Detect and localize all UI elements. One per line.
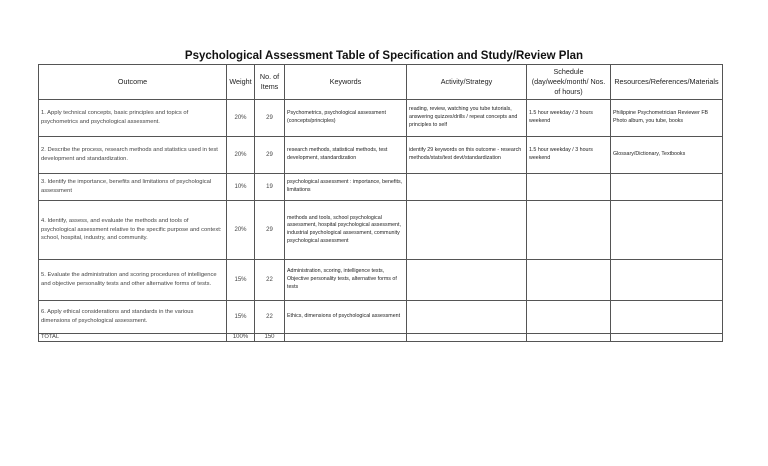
total-activity-cell (407, 334, 527, 342)
total-weight: 100% (227, 334, 255, 342)
activity-cell (407, 201, 527, 260)
table-row (39, 174, 723, 201)
keywords-cell: Psychometrics, psychological assessment (concepts/principles) (285, 100, 407, 137)
schedule-cell: 1.5 hour weekday / 3 hours weekend (527, 100, 611, 137)
keywords-cell: Ethics, dimensions of psychological assessment (285, 301, 407, 334)
header-row (39, 65, 723, 100)
header-items: No. of Items (255, 65, 285, 100)
weight-cell: 20% (227, 137, 255, 174)
resources-cell: Glossary/Dictionary, Textbooks (611, 137, 723, 174)
keywords-cell: research methods, statistical methods, test development, standardization (285, 137, 407, 174)
specification-table (38, 64, 723, 342)
weight-cell: 15% (227, 301, 255, 334)
total-resources-cell (611, 334, 723, 342)
items-cell: 19 (255, 174, 285, 201)
outcome-cell: 4. Identify, assess, and evaluate the methods and tools of psychological assessment relative to the specific purpose and context: school, hospital, industry, and community. (39, 201, 227, 260)
schedule-cell (527, 174, 611, 201)
total-keywords-cell (285, 334, 407, 342)
keywords-cell: psychological assessment : importance, benefits, limitations (285, 174, 407, 201)
weight-cell: 20% (227, 100, 255, 137)
table-row (39, 201, 723, 260)
weight-cell: 20% (227, 201, 255, 260)
items-cell: 29 (255, 100, 285, 137)
keywords-cell: methods and tools, school psychological assessment, hospital psychological assessment, industrial psychological assessment, community psychological assessment (285, 201, 407, 260)
header-resources: Resources/References/Materials (611, 65, 723, 100)
outcome-cell: 6. Apply ethical considerations and standards in the various dimensions of psychological assessment. (39, 301, 227, 334)
resources-cell (611, 301, 723, 334)
outcome-cell: 3. Identify the importance, benefits and limitations of psychological assessment (39, 174, 227, 201)
total-schedule-cell (527, 334, 611, 342)
weight-cell: 15% (227, 260, 255, 301)
table-row (39, 260, 723, 301)
items-cell: 22 (255, 301, 285, 334)
resources-cell (611, 260, 723, 301)
outcome-cell: 2. Describe the process, research methods and statistics used in test development and standardization. (39, 137, 227, 174)
header-outcome: Outcome (39, 65, 227, 100)
total-label: TOTAL (39, 334, 227, 342)
header-schedule: Schedule (day/week/month/ Nos. of hours) (527, 65, 611, 100)
weight-cell: 10% (227, 174, 255, 201)
schedule-cell (527, 301, 611, 334)
outcome-cell: 1. Apply technical concepts, basic principles and topics of psychometrics and psychological assessment. (39, 100, 227, 137)
header-keywords: Keywords (285, 65, 407, 100)
keywords-cell: Administration, scoring, intelligence tests, Objective personality tests, alternative forms of tests (285, 260, 407, 301)
items-cell: 22 (255, 260, 285, 301)
resources-cell (611, 174, 723, 201)
resources-cell: Philippine Psychometrician Reviewer FB Photo album, you tube, books (611, 100, 723, 137)
activity-cell (407, 174, 527, 201)
total-row (39, 334, 723, 342)
table-row (39, 100, 723, 137)
items-cell: 29 (255, 137, 285, 174)
table-row (39, 301, 723, 334)
activity-cell: identify 29 keywords on this outcome - research methods/stats/test devt/standardization (407, 137, 527, 174)
schedule-cell (527, 201, 611, 260)
table-row (39, 137, 723, 174)
header-activity: Activity/Strategy (407, 65, 527, 100)
activity-cell (407, 260, 527, 301)
page-title: Psychological Assessment Table of Specification and Study/Review Plan (184, 50, 584, 62)
items-cell: 29 (255, 201, 285, 260)
schedule-cell (527, 260, 611, 301)
total-items: 150 (255, 334, 285, 342)
activity-cell: reading, review, watching you tube tutorials, answering quizzes/drills / repeat concepts and principles to self (407, 100, 527, 137)
outcome-cell: 5. Evaluate the administration and scoring procedures of intelligence and objective personality tests and other alternative forms of tests. (39, 260, 227, 301)
schedule-cell: 1.5 hour weekday / 3 hours weekend (527, 137, 611, 174)
resources-cell (611, 201, 723, 260)
activity-cell (407, 301, 527, 334)
header-weight: Weight (227, 65, 255, 100)
